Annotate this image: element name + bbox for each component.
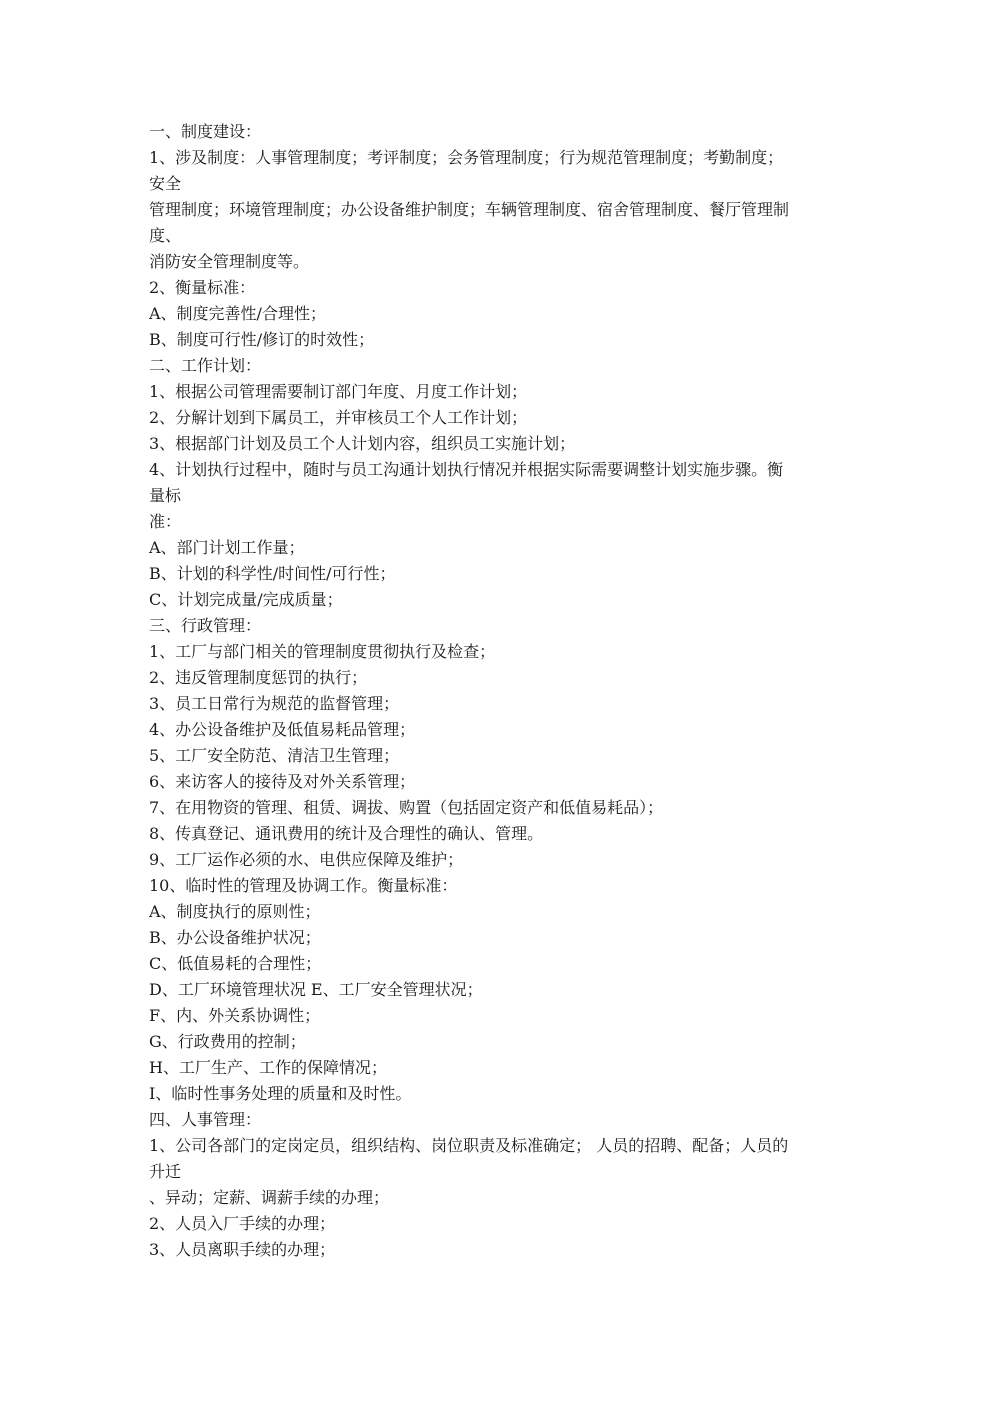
text-line: 1、涉及制度：人事管理制度；考评制度；会务管理制度；行为规范管理制度；考勤制度；: [149, 148, 784, 167]
text-line: 度、: [149, 226, 182, 245]
text-line: 准：: [149, 512, 182, 531]
text-line: 2、违反管理制度惩罚的执行；: [149, 668, 368, 687]
text-line: 、异动；定薪、调薪手续的办理；: [149, 1188, 390, 1207]
text-line: 3、根据部门计划及员工个人计划内容，组织员工实施计划；: [149, 434, 576, 453]
text-line: A、部门计划工作量；: [149, 538, 305, 557]
text-line: 1、根据公司管理需要制订部门年度、月度工作计划；: [149, 382, 528, 401]
text-line: 消防安全管理制度等。: [149, 252, 310, 271]
text-line: A、制度完善性/合理性；: [149, 304, 326, 323]
text-line: H、工厂生产、工作的保障情况；: [149, 1058, 387, 1077]
text-line: 7、在用物资的管理、租赁、调拔、购置（包括固定资产和低值易耗品）；: [149, 798, 664, 817]
text-line: 量标: [149, 486, 182, 505]
text-line: 6、来访客人的接待及对外关系管理；: [149, 772, 416, 791]
text-line: 2、分解计划到下属员工，并审核员工个人工作计划；: [149, 408, 528, 427]
text-line: 升迁: [149, 1162, 182, 1181]
text-line: C、计划完成量/完成质量；: [149, 590, 343, 609]
text-line: B、办公设备维护状况；: [149, 928, 321, 947]
text-line: G、行政费用的控制；: [149, 1032, 306, 1051]
document-body: [149, 119, 853, 1263]
text-line: C、低值易耗的合理性；: [149, 954, 322, 973]
text-line: 3、人员离职手续的办理；: [149, 1240, 336, 1259]
text-line: A、制度执行的原则性；: [149, 902, 321, 921]
text-line: 4、办公设备维护及低值易耗品管理；: [149, 720, 416, 739]
text-line: 2、衡量标准：: [149, 278, 256, 297]
text-line: 3、员工日常行为规范的监督管理；: [149, 694, 400, 713]
text-line: 三、行政管理：: [149, 616, 262, 635]
text-line: I、临时性事务处理的质量和及时性。: [149, 1084, 412, 1103]
text-line: 管理制度；环境管理制度；办公设备维护制度；车辆管理制度、宿舍管理制度、餐厅管理制: [149, 200, 790, 219]
text-line: 1、公司各部门的定岗定员，组织结构、岗位职责及标准确定； 人员的招聘、配备；人员的: [149, 1136, 789, 1155]
text-line: 一、制度建设：: [149, 122, 262, 141]
text-line: F、内、外关系协调性；: [149, 1006, 321, 1025]
text-line: 四、人事管理：: [149, 1110, 262, 1129]
text-line: 4、计划执行过程中，随时与员工沟通计划执行情况并根据实际需要调整计划实施步骤。衡: [149, 460, 784, 479]
text-line: 2、人员入厂手续的办理；: [149, 1214, 336, 1233]
text-line: 安全: [149, 174, 182, 193]
text-line: 8、传真登记、通讯费用的统计及合理性的确认、管理。: [149, 824, 544, 843]
text-line: 5、工厂安全防范、清洁卫生管理；: [149, 746, 400, 765]
text-line: 10、临时性的管理及协调工作。衡量标准：: [149, 876, 458, 895]
text-line: B、制度可行性/修订的时效性；: [149, 330, 375, 349]
text-line: B、计划的科学性/时间性/可行性；: [149, 564, 396, 583]
text-line: 1、工厂与部门相关的管理制度贯彻执行及检查；: [149, 642, 496, 661]
text-line: D、工厂环境管理状况 E、工厂安全管理状况；: [149, 980, 483, 999]
text-line: 二、工作计划：: [149, 356, 262, 375]
text-line: 9、工厂运作必须的水、电供应保障及维护；: [149, 850, 464, 869]
